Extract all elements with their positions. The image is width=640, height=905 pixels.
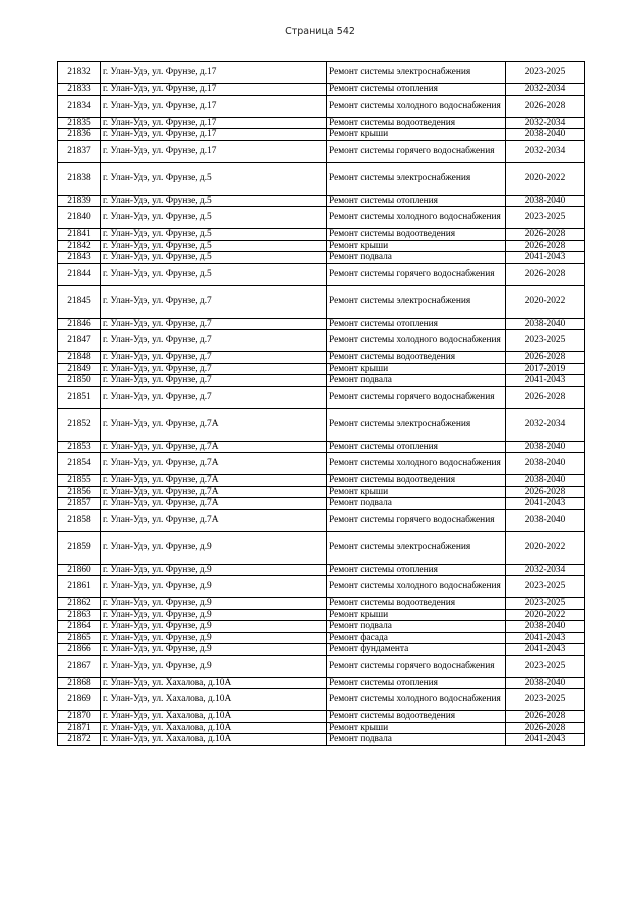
row-work-type: Ремонт системы водоотведения [327, 475, 506, 487]
row-work-type: Ремонт системы водоотведения [327, 711, 506, 723]
row-work-type: Ремонт системы горячего водоснабжения [327, 655, 506, 677]
row-number: 21852 [58, 408, 101, 441]
table-row [58, 509, 585, 531]
row-number: 21833 [58, 84, 101, 96]
row-work-type: Ремонт системы горячего водоснабжения [327, 140, 506, 162]
row-period: 2032-2034 [506, 408, 585, 441]
row-period: 2038-2040 [506, 453, 585, 475]
table-body [58, 62, 585, 746]
table-row [58, 408, 585, 441]
row-address: г. Улан-Удэ, ул. Фрунзе, д.5 [101, 240, 327, 252]
row-address: г. Улан-Удэ, ул. Фрунзе, д.9 [101, 598, 327, 610]
table-row [58, 621, 585, 633]
row-number: 21867 [58, 655, 101, 677]
row-period: 2026-2028 [506, 95, 585, 117]
row-number: 21864 [58, 621, 101, 633]
table-row [58, 229, 585, 241]
row-period: 2026-2028 [506, 711, 585, 723]
row-address: г. Улан-Удэ, ул. Хахалова, д.10А [101, 711, 327, 723]
row-address: г. Улан-Удэ, ул. Фрунзе, д.5 [101, 162, 327, 195]
row-address: г. Улан-Удэ, ул. Фрунзе, д.17 [101, 117, 327, 129]
table-row [58, 207, 585, 229]
row-address: г. Улан-Удэ, ул. Фрунзе, д.7А [101, 441, 327, 453]
row-number: 21853 [58, 441, 101, 453]
row-address: г. Улан-Удэ, ул. Фрунзе, д.7 [101, 363, 327, 375]
row-address: г. Улан-Удэ, ул. Хахалова, д.10А [101, 722, 327, 734]
row-work-type: Ремонт крыши [327, 609, 506, 621]
row-period: 2020-2022 [506, 285, 585, 318]
row-period: 2041-2043 [506, 644, 585, 656]
row-number: 21832 [58, 62, 101, 84]
table-row [58, 162, 585, 195]
row-work-type: Ремонт системы отопления [327, 195, 506, 207]
row-address: г. Улан-Удэ, ул. Фрунзе, д.17 [101, 129, 327, 141]
table-row [58, 285, 585, 318]
row-period: 2032-2034 [506, 140, 585, 162]
row-address: г. Улан-Удэ, ул. Фрунзе, д.7А [101, 475, 327, 487]
row-address: г. Улан-Удэ, ул. Фрунзе, д.9 [101, 644, 327, 656]
row-period: 2020-2022 [506, 609, 585, 621]
row-number: 21838 [58, 162, 101, 195]
row-number: 21865 [58, 632, 101, 644]
row-work-type: Ремонт системы отопления [327, 441, 506, 453]
row-number: 21839 [58, 195, 101, 207]
row-address: г. Улан-Удэ, ул. Фрунзе, д.17 [101, 140, 327, 162]
row-number: 21872 [58, 734, 101, 746]
row-address: г. Улан-Удэ, ул. Фрунзе, д.17 [101, 62, 327, 84]
table-row [58, 240, 585, 252]
row-period: 2023-2025 [506, 330, 585, 352]
row-number: 21835 [58, 117, 101, 129]
table-row [58, 318, 585, 330]
table-row [58, 129, 585, 141]
table-row [58, 117, 585, 129]
row-address: г. Улан-Удэ, ул. Фрунзе, д.7А [101, 509, 327, 531]
table-row [58, 486, 585, 498]
row-number: 21870 [58, 711, 101, 723]
row-period: 2026-2028 [506, 240, 585, 252]
row-number: 21860 [58, 564, 101, 576]
row-number: 21850 [58, 375, 101, 387]
row-number: 21869 [58, 689, 101, 711]
row-number: 21857 [58, 498, 101, 510]
row-period: 2038-2040 [506, 195, 585, 207]
row-period: 2032-2034 [506, 84, 585, 96]
row-work-type: Ремонт системы холодного водоснабжения [327, 207, 506, 229]
table-row [58, 475, 585, 487]
page-label: Страница 542 [285, 26, 355, 37]
row-address: г. Улан-Удэ, ул. Фрунзе, д.9 [101, 576, 327, 598]
row-work-type: Ремонт системы отопления [327, 318, 506, 330]
row-address: г. Улан-Удэ, ул. Фрунзе, д.9 [101, 655, 327, 677]
row-period: 2023-2025 [506, 207, 585, 229]
row-address: г. Улан-Удэ, ул. Хахалова, д.10А [101, 734, 327, 746]
row-address: г. Улан-Удэ, ул. Фрунзе, д.5 [101, 263, 327, 285]
row-work-type: Ремонт фундамента [327, 644, 506, 656]
row-number: 21858 [58, 509, 101, 531]
row-address: г. Улан-Удэ, ул. Фрунзе, д.9 [101, 531, 327, 564]
row-number: 21862 [58, 598, 101, 610]
table-row [58, 140, 585, 162]
row-number: 21848 [58, 352, 101, 364]
table-row [58, 609, 585, 621]
row-address: г. Улан-Удэ, ул. Фрунзе, д.9 [101, 564, 327, 576]
row-number: 21871 [58, 722, 101, 734]
row-work-type: Ремонт системы отопления [327, 84, 506, 96]
table-row [58, 711, 585, 723]
table-row [58, 375, 585, 387]
row-address: г. Улан-Удэ, ул. Фрунзе, д.9 [101, 621, 327, 633]
row-number: 21856 [58, 486, 101, 498]
row-address: г. Улан-Удэ, ул. Фрунзе, д.7 [101, 330, 327, 352]
row-period: 2041-2043 [506, 632, 585, 644]
row-period: 2038-2040 [506, 509, 585, 531]
row-work-type: Ремонт системы горячего водоснабжения [327, 386, 506, 408]
row-number: 21840 [58, 207, 101, 229]
table-row [58, 689, 585, 711]
table-row [58, 564, 585, 576]
table-row [58, 195, 585, 207]
table-row [58, 386, 585, 408]
table-row [58, 655, 585, 677]
row-address: г. Улан-Удэ, ул. Фрунзе, д.17 [101, 84, 327, 96]
row-work-type: Ремонт системы электроснабжения [327, 408, 506, 441]
row-address: г. Улан-Удэ, ул. Фрунзе, д.7А [101, 408, 327, 441]
table-row [58, 734, 585, 746]
row-period: 2023-2025 [506, 576, 585, 598]
row-address: г. Улан-Удэ, ул. Фрунзе, д.5 [101, 195, 327, 207]
row-work-type: Ремонт подвала [327, 375, 506, 387]
table-row [58, 363, 585, 375]
row-period: 2041-2043 [506, 375, 585, 387]
row-work-type: Ремонт системы холодного водоснабжения [327, 576, 506, 598]
row-work-type: Ремонт системы холодного водоснабжения [327, 689, 506, 711]
row-number: 21861 [58, 576, 101, 598]
row-number: 21859 [58, 531, 101, 564]
table-row [58, 252, 585, 264]
table-row [58, 576, 585, 598]
row-period: 2038-2040 [506, 677, 585, 689]
row-address: г. Улан-Удэ, ул. Фрунзе, д.5 [101, 207, 327, 229]
table-row [58, 632, 585, 644]
row-number: 21843 [58, 252, 101, 264]
row-period: 2026-2028 [506, 386, 585, 408]
row-number: 21851 [58, 386, 101, 408]
row-address: г. Улан-Удэ, ул. Фрунзе, д.7А [101, 486, 327, 498]
table-row [58, 263, 585, 285]
row-number: 21834 [58, 95, 101, 117]
row-work-type: Ремонт системы горячего водоснабжения [327, 509, 506, 531]
row-work-type: Ремонт системы отопления [327, 677, 506, 689]
row-address: г. Улан-Удэ, ул. Хахалова, д.10А [101, 677, 327, 689]
row-work-type: Ремонт крыши [327, 486, 506, 498]
row-work-type: Ремонт подвала [327, 621, 506, 633]
row-number: 21837 [58, 140, 101, 162]
row-period: 2038-2040 [506, 441, 585, 453]
row-number: 21842 [58, 240, 101, 252]
table-row [58, 62, 585, 84]
row-number: 21855 [58, 475, 101, 487]
row-number: 21844 [58, 263, 101, 285]
row-number: 21846 [58, 318, 101, 330]
row-number: 21845 [58, 285, 101, 318]
row-address: г. Улан-Удэ, ул. Фрунзе, д.7 [101, 375, 327, 387]
row-work-type: Ремонт системы холодного водоснабжения [327, 453, 506, 475]
row-work-type: Ремонт подвала [327, 252, 506, 264]
row-work-type: Ремонт системы холодного водоснабжения [327, 95, 506, 117]
row-period: 2026-2028 [506, 263, 585, 285]
row-work-type: Ремонт подвала [327, 734, 506, 746]
row-address: г. Улан-Удэ, ул. Фрунзе, д.7 [101, 318, 327, 330]
table-row [58, 84, 585, 96]
table-row [58, 722, 585, 734]
table-row [58, 352, 585, 364]
row-period: 2026-2028 [506, 486, 585, 498]
row-period: 2023-2025 [506, 655, 585, 677]
row-work-type: Ремонт системы электроснабжения [327, 162, 506, 195]
row-address: г. Улан-Удэ, ул. Фрунзе, д.5 [101, 252, 327, 264]
table-row [58, 531, 585, 564]
table-row [58, 677, 585, 689]
row-period: 2026-2028 [506, 722, 585, 734]
row-address: г. Улан-Удэ, ул. Фрунзе, д.7 [101, 285, 327, 318]
row-address: г. Улан-Удэ, ул. Фрунзе, д.7 [101, 352, 327, 364]
row-number: 21847 [58, 330, 101, 352]
row-period: 2038-2040 [506, 475, 585, 487]
row-work-type: Ремонт крыши [327, 129, 506, 141]
row-number: 21849 [58, 363, 101, 375]
row-period: 2026-2028 [506, 352, 585, 364]
row-period: 2023-2025 [506, 62, 585, 84]
row-period: 2023-2025 [506, 689, 585, 711]
row-period: 2041-2043 [506, 252, 585, 264]
row-period: 2038-2040 [506, 621, 585, 633]
row-work-type: Ремонт системы водоотведения [327, 117, 506, 129]
row-address: г. Улан-Удэ, ул. Фрунзе, д.5 [101, 229, 327, 241]
row-period: 2020-2022 [506, 162, 585, 195]
row-period: 2023-2025 [506, 598, 585, 610]
row-period: 2032-2034 [506, 564, 585, 576]
table-row [58, 598, 585, 610]
row-work-type: Ремонт системы электроснабжения [327, 285, 506, 318]
table-row [58, 441, 585, 453]
row-period: 2041-2043 [506, 498, 585, 510]
row-number: 21841 [58, 229, 101, 241]
table-row [58, 498, 585, 510]
row-address: г. Улан-Удэ, ул. Хахалова, д.10А [101, 689, 327, 711]
row-work-type: Ремонт крыши [327, 722, 506, 734]
row-number: 21866 [58, 644, 101, 656]
row-work-type: Ремонт фасада [327, 632, 506, 644]
row-work-type: Ремонт системы водоотведения [327, 352, 506, 364]
row-address: г. Улан-Удэ, ул. Фрунзе, д.7 [101, 386, 327, 408]
row-number: 21836 [58, 129, 101, 141]
row-address: г. Улан-Удэ, ул. Фрунзе, д.17 [101, 95, 327, 117]
table-row [58, 330, 585, 352]
row-work-type: Ремонт крыши [327, 240, 506, 252]
row-period: 2026-2028 [506, 229, 585, 241]
row-work-type: Ремонт системы водоотведения [327, 229, 506, 241]
row-period: 2017-2019 [506, 363, 585, 375]
row-work-type: Ремонт системы электроснабжения [327, 62, 506, 84]
row-work-type: Ремонт системы горячего водоснабжения [327, 263, 506, 285]
row-address: г. Улан-Удэ, ул. Фрунзе, д.7А [101, 453, 327, 475]
row-work-type: Ремонт системы холодного водоснабжения [327, 330, 506, 352]
row-period: 2041-2043 [506, 734, 585, 746]
row-address: г. Улан-Удэ, ул. Фрунзе, д.9 [101, 632, 327, 644]
row-period: 2020-2022 [506, 531, 585, 564]
row-work-type: Ремонт системы водоотведения [327, 598, 506, 610]
table-row [58, 95, 585, 117]
row-address: г. Улан-Удэ, ул. Фрунзе, д.7А [101, 498, 327, 510]
row-period: 2038-2040 [506, 318, 585, 330]
row-work-type: Ремонт системы электроснабжения [327, 531, 506, 564]
row-number: 21868 [58, 677, 101, 689]
repair-schedule-table [57, 61, 585, 746]
row-address: г. Улан-Удэ, ул. Фрунзе, д.9 [101, 609, 327, 621]
row-number: 21863 [58, 609, 101, 621]
row-period: 2032-2034 [506, 117, 585, 129]
row-work-type: Ремонт системы отопления [327, 564, 506, 576]
table-row [58, 453, 585, 475]
table-row [58, 644, 585, 656]
row-number: 21854 [58, 453, 101, 475]
row-period: 2038-2040 [506, 129, 585, 141]
row-work-type: Ремонт крыши [327, 363, 506, 375]
row-work-type: Ремонт подвала [327, 498, 506, 510]
